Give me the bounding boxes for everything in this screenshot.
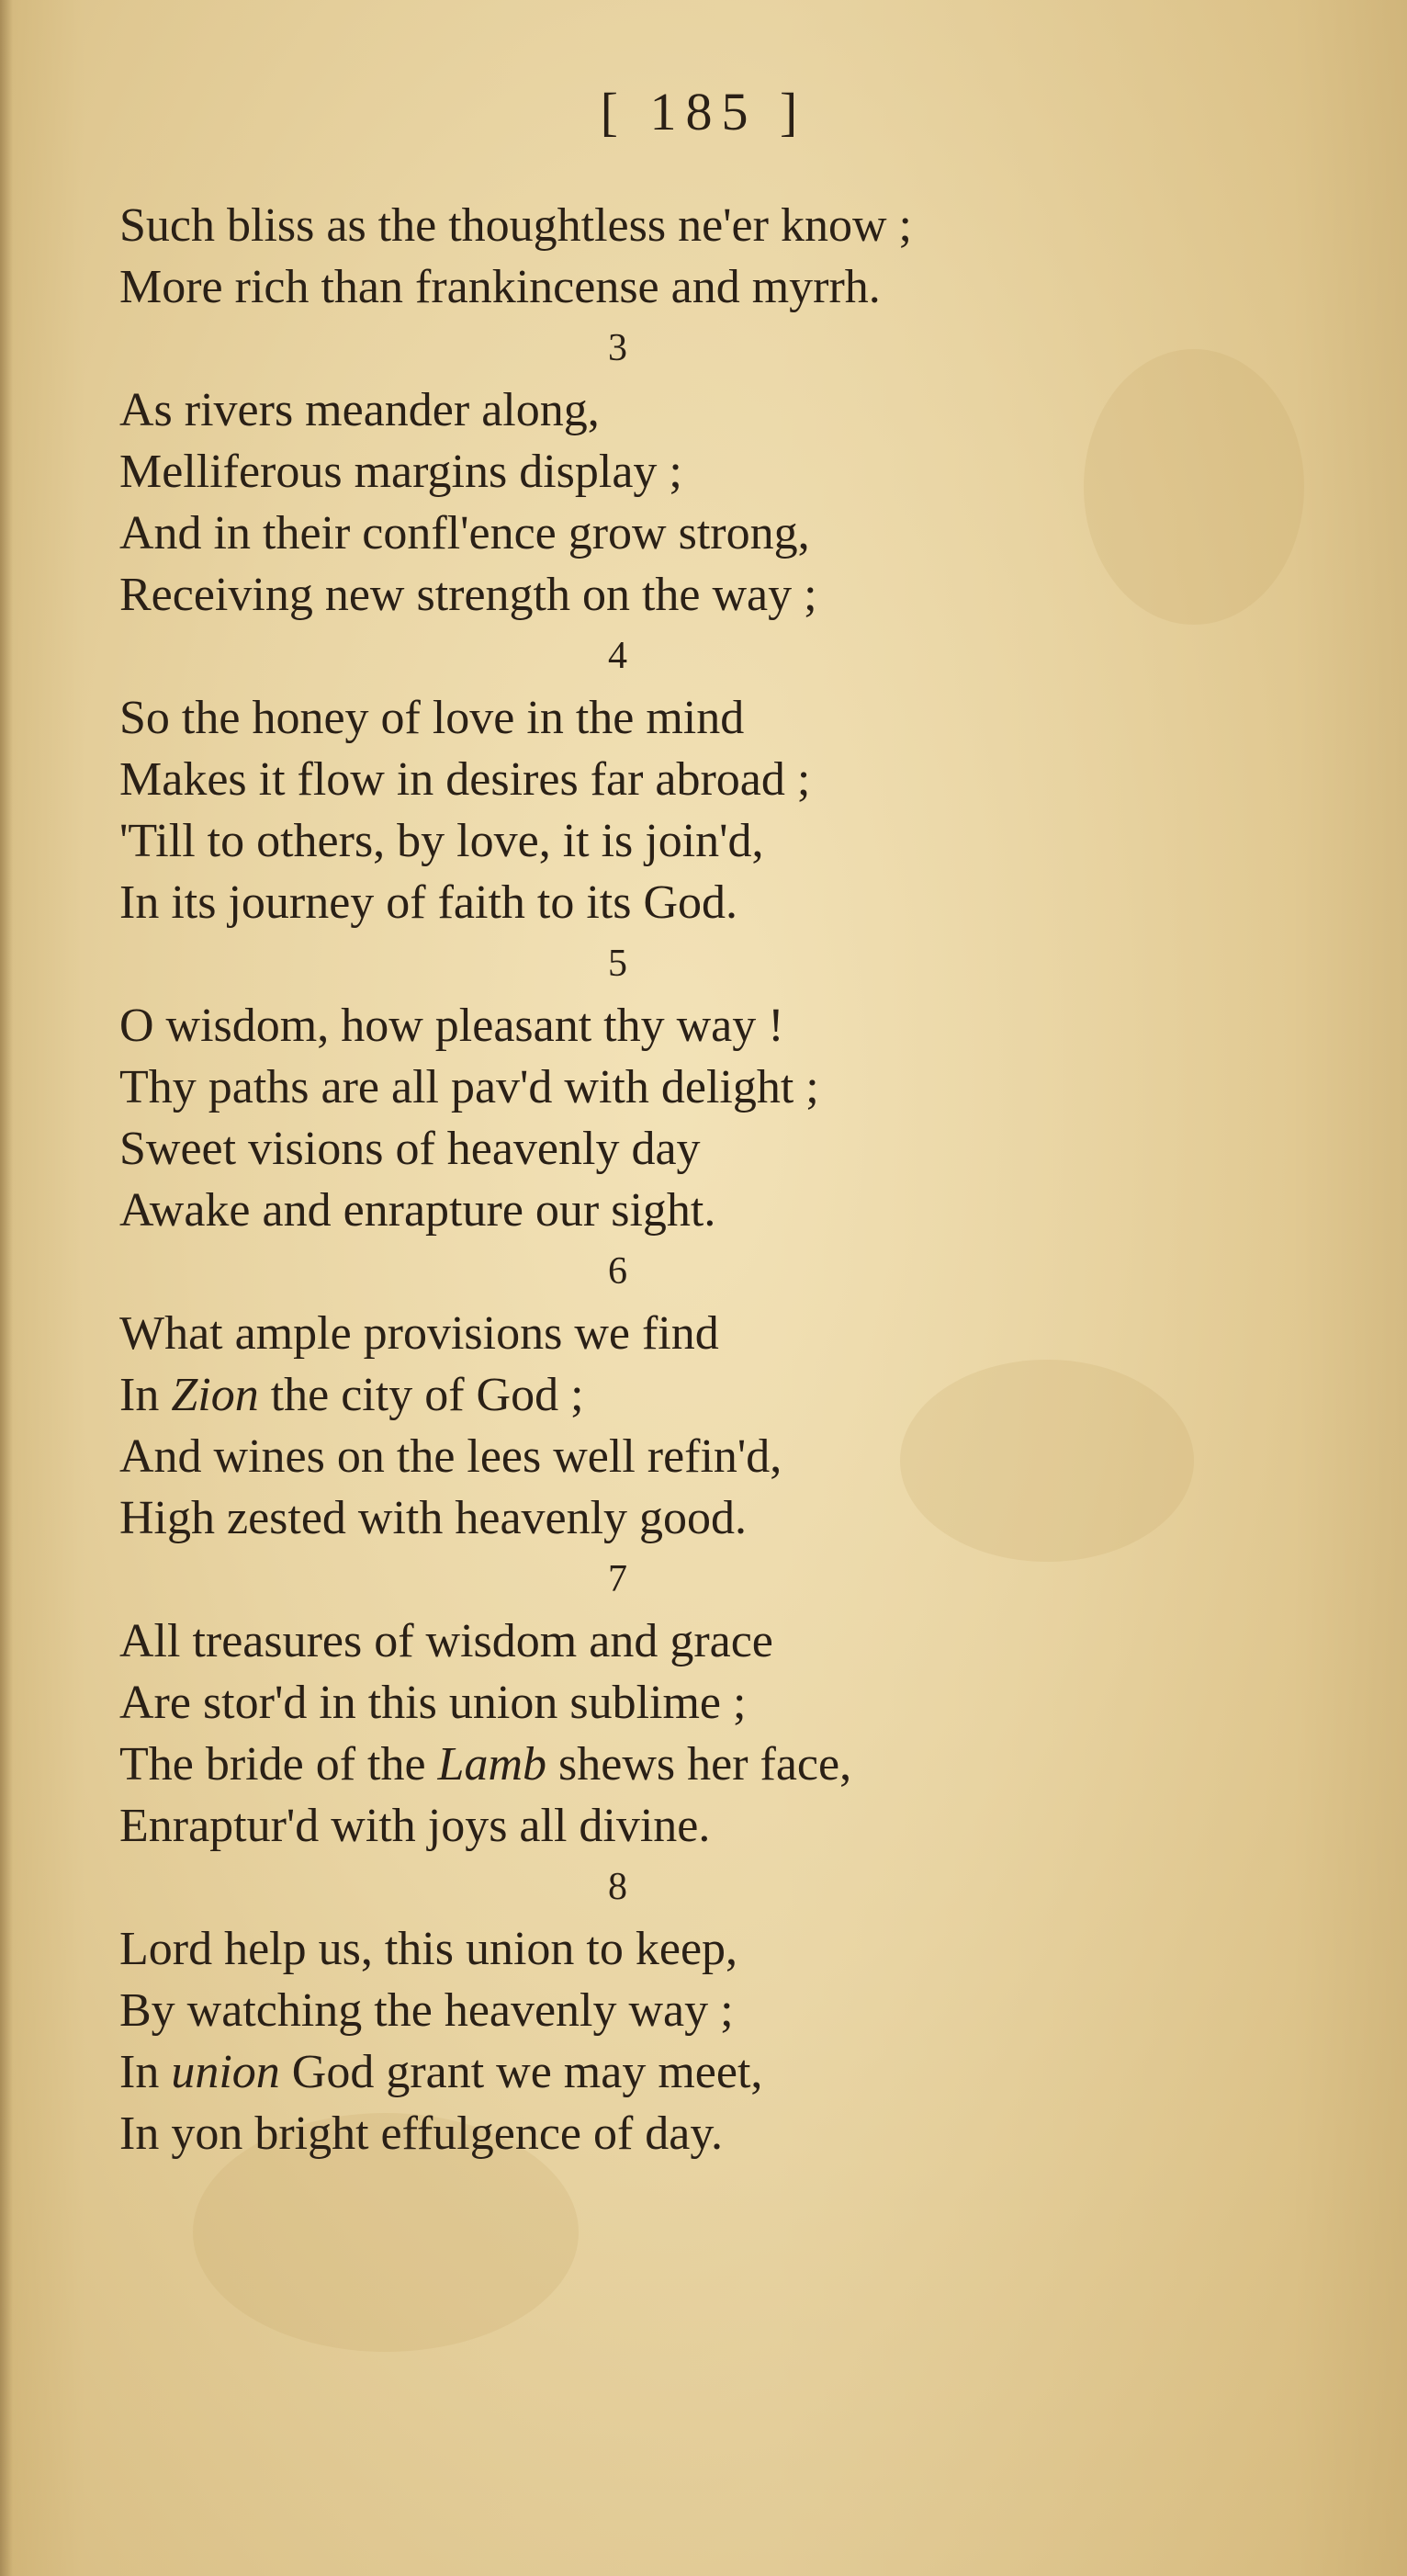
verse-line: And wines on the lees well refin'd, <box>119 1430 782 1483</box>
verse-text: In <box>119 2046 160 2098</box>
verse-line: Thy paths are all pav'd with delight ; <box>119 1061 819 1113</box>
hymn-text <box>119 195 1350 2164</box>
verse-line: Are stor'd in this union sublime ; <box>119 1677 747 1729</box>
page-header <box>0 81 1407 142</box>
verse-line: High zested with heavenly good. <box>119 1492 748 1544</box>
page-gutter-shadow <box>0 0 13 2576</box>
verse-line: Melliferous margins display ; <box>119 446 682 498</box>
verse-line: All treasures of wisdom and grace <box>119 1615 773 1667</box>
verse-line <box>119 2041 1350 2103</box>
verse-line: 'Till to others, by love, it is join'd, <box>119 815 764 867</box>
verse-line: Lord help us, this union to keep, <box>119 1923 738 1975</box>
verse-text: In <box>119 1369 160 1421</box>
stanza-number: 8 <box>608 1866 627 1908</box>
verse-text: God grant we may meet, <box>291 2046 763 2098</box>
page-number: 185 <box>649 82 758 141</box>
verse-line: In yon bright effulgence of day. <box>119 2107 724 2160</box>
verse-line: Awake and enrapture our sight. <box>119 1184 716 1237</box>
stanza-number: 7 <box>608 1558 627 1600</box>
verse-line: Such bliss as the thoughtless ne'er know ; <box>119 199 912 252</box>
verse-italic-word: Zion <box>171 1369 259 1421</box>
verse-line <box>119 1734 1350 1795</box>
verse-line: As rivers meander along, <box>119 384 600 436</box>
verse-line: Sweet visions of heavenly day <box>119 1123 701 1175</box>
header-right-bracket: ] <box>780 82 807 141</box>
verse-line: By watching the heavenly way ; <box>119 1984 734 2037</box>
verse-line: O wisdom, how pleasant thy way ! <box>119 1000 784 1052</box>
verse-line <box>119 1364 1350 1426</box>
verse-line: And in their confl'ence grow strong, <box>119 507 810 559</box>
header-left-bracket: [ <box>600 82 627 141</box>
verse-italic-word: union <box>171 2046 280 2098</box>
verse-text: the city of God ; <box>270 1369 584 1421</box>
verse-line: More rich than frankincense and myrrh. <box>119 261 881 313</box>
stanza-number: 6 <box>608 1250 627 1293</box>
stanza-number: 3 <box>608 327 627 369</box>
verse-line: What ample provisions we find <box>119 1307 719 1360</box>
verse-line: Receiving new strength on the way ; <box>119 569 817 621</box>
stanza-number: 4 <box>608 635 627 677</box>
verse-line: So the honey of love in the mind <box>119 692 745 744</box>
verse-text: The bride of the <box>119 1738 426 1791</box>
verse-text: shews her face, <box>558 1738 852 1791</box>
verse-italic-word: Lamb <box>437 1738 547 1791</box>
stanza-number: 5 <box>608 943 627 985</box>
verse-line: Makes it flow in desires far abroad ; <box>119 753 811 806</box>
verse-line: In its journey of faith to its God. <box>119 876 738 929</box>
verse-line: Enraptur'd with joys all divine. <box>119 1800 711 1852</box>
